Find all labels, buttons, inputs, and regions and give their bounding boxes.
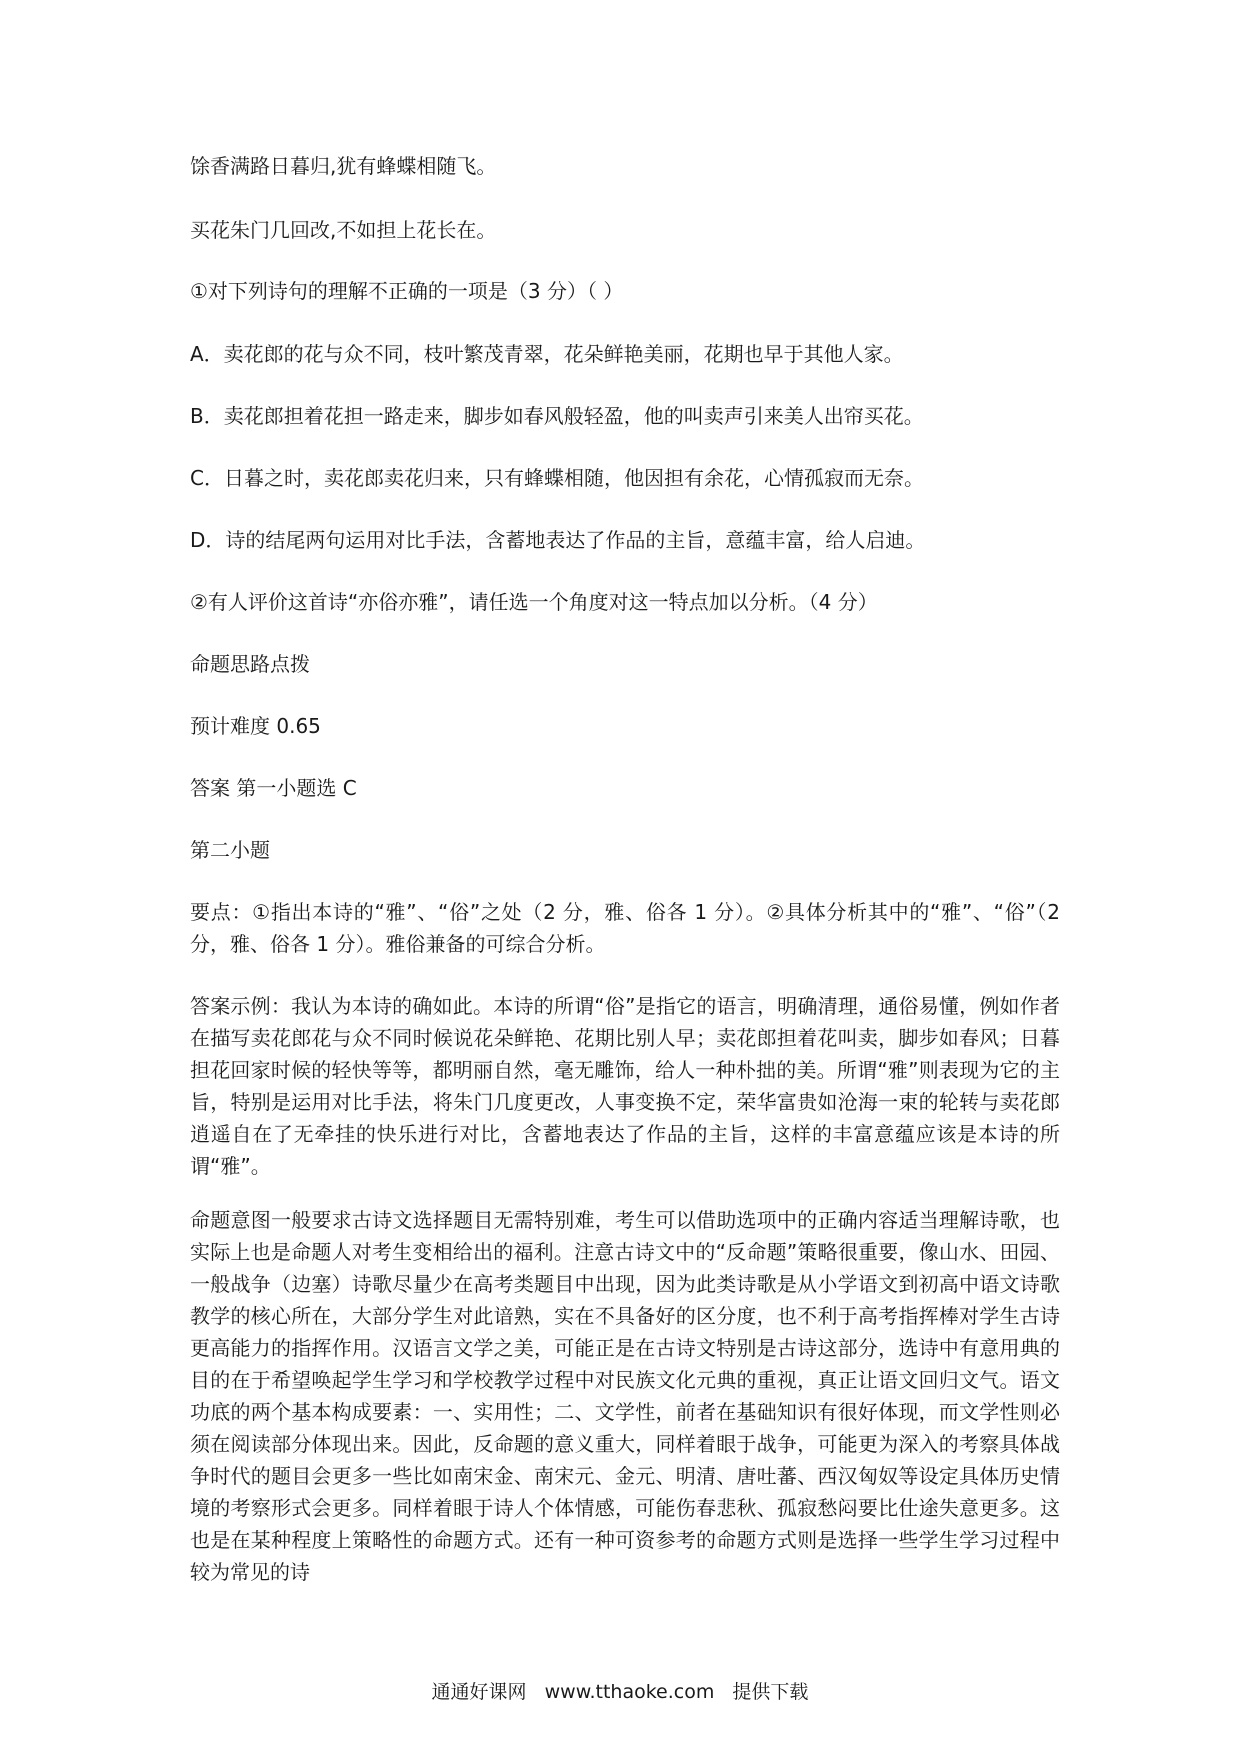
footer-site-name: 通通好课网	[431, 1681, 527, 1703]
question-2: ②有人评价这首诗“亦俗亦雅”，请任选一个角度对这一特点加以分析。（4 分）	[190, 590, 878, 614]
option-d: D．诗的结尾两句运用对比手法，含蓄地表达了作品的主旨，意蕴丰富，给人启迪。	[190, 528, 926, 552]
answer-example-paragraph: 答案示例：我认为本诗的确如此。本诗的所谓“俗”是指它的语言，明确清理，通俗易懂，例如作者在描写卖花郎花与众不同时候说花朵鲜艳、花期比别人早；卖花郎担着花叫卖，脚步如春风；日暮担花回家时候的轻快等等，都明丽自然，毫无雕饰，给人一种朴拙的美。所谓“雅”则表现为它的主旨，特别是运用对比手法，将朱门几度更改，人事变换不定，荣华富贵如沧海一束的轮转与卖花郎逍遥自在了无牵挂的快乐进行对比，含蓄地表达了作品的主旨，这样的丰富意蕴应该是本诗的所谓“雅”。	[190, 994, 1060, 1178]
footer-tagline: 提供下载	[732, 1681, 809, 1703]
intent-paragraph: 命题意图一般要求古诗文选择题目无需特别难，考生可以借助选项中的正确内容适当理解诗歌，也实际上也是命题人对考生变相给出的福利。注意古诗文中的“反命题”策略很重要，像山水、田园、一般战争（边塞）诗歌尽量少在高考类题目中出现，因为此类诗歌是从小学语文到初高中语文诗歌教学的核心所在，大部分学生对此谙熟，实在不具备好的区分度，也不利于高考指挥棒对学生古诗更高能力的指挥作用。汉语言文学之美，可能正是在古诗文特别是古诗这部分，选诗中有意用典的目的在于希望唤起学生学习和学校教学过程中对民族文化元典的重视，真正让语文回归文气。语文功底的两个基本构成要素：一、实用性；二、文学性，前者在基础知识有很好体现，而文学性则必须在阅读部分体现出来。因此，反命题的意义重大，同样着眼于战争，可能更为深入的考察具体战争时代的题目会更多一些比如南宋金、南宋元、金元、明清、唐吐蕃、西汉匈奴等设定具体历史情境的考察形式会更多。同样着眼于诗人个体情感，可能伤春悲秋、孤寂愁闷要比仕途失意更多。这也是在某种程度上策略性的命题方式。还有一种可资参考的命题方式则是选择一些学生学习过程中较为常见的诗	[190, 1208, 1060, 1584]
section-title: 命题思路点拨	[190, 652, 310, 676]
footer-site-url[interactable]: www.tthaoke.com	[544, 1681, 715, 1703]
key-points-paragraph: 要点：①指出本诗的“雅”、“俗”之处（2 分，雅、俗各 1 分）。②具体分析其中的“雅”、“俗”（2 分，雅、俗各 1 分）。雅俗兼备的可综合分析。	[190, 900, 1060, 956]
answer-line: 答案 第一小题选 C	[190, 776, 357, 800]
option-a: A．卖花郎的花与众不同，枝叶繁茂青翠，花朵鲜艳美丽，花期也早于其他人家。	[190, 342, 904, 366]
page-footer	[0, 1678, 1240, 1706]
poem-line-1: 馀香满路日暮归,犹有蜂蝶相随飞。	[190, 154, 497, 178]
option-b: B．卖花郎担着花担一路走来，脚步如春风般轻盈，他的叫卖声引来美人出帘买花。	[190, 404, 924, 428]
subquestion-2-heading: 第二小题	[190, 838, 270, 862]
question-1: ①对下列诗句的理解不正确的一项是（3 分）（ ）	[190, 279, 624, 303]
option-c: C．日暮之时，卖花郎卖花归来，只有蜂蝶相随，他因担有余花，心情孤寂而无奈。	[190, 466, 924, 490]
difficulty-line: 预计难度 0.65	[190, 714, 321, 738]
poem-line-2: 买花朱门几回改,不如担上花长在。	[190, 218, 497, 242]
